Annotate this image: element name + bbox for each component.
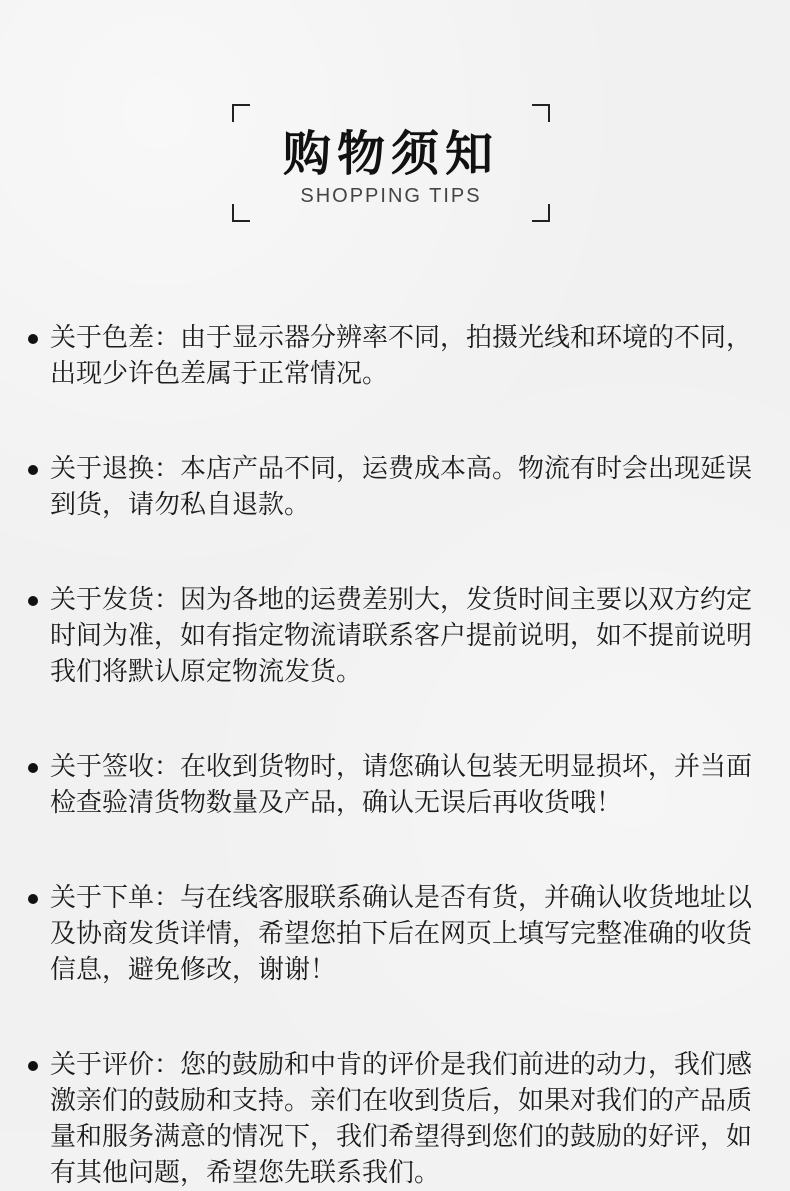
frame-corner-top-right (532, 104, 550, 122)
bullet-icon (28, 334, 38, 344)
bullet-icon (28, 763, 38, 773)
tip-text: 关于签收：在收到货物时，请您确认包装无明显损坏，并当面检查验清货物数量及产品，确认无误后再收货哦！ (50, 752, 753, 818)
bullet-icon (28, 894, 38, 904)
header-frame (232, 104, 550, 222)
tip-text: 关于下单：与在线客服联系确认是否有货，并确认收货地址以及协商发货详情，希望您拍下后在网页上填写完整准确的收货信息，避免修改，谢谢！ (50, 883, 753, 985)
tip-item (26, 880, 766, 988)
bullet-icon (28, 596, 38, 606)
frame-corner-bottom-left (232, 204, 250, 222)
tips-list (26, 320, 766, 1191)
frame-corner-bottom-right (532, 204, 550, 222)
tip-item (26, 451, 766, 523)
tip-text: 关于评价：您的鼓励和中肯的评价是我们前进的动力，我们感激亲们的鼓励和支持。亲们在收到货后，如果对我们的产品质量和服务满意的情况下，我们希望得到您们的鼓励的好评，如有其他问题，希望您先联系我们。 (50, 1050, 753, 1188)
tip-item (26, 749, 766, 821)
tip-text: 关于色差：由于显示器分辨率不同，拍摄光线和环境的不同，出现少许色差属于正常情况。 (50, 323, 753, 389)
bullet-icon (28, 1061, 38, 1071)
bullet-icon (28, 465, 38, 475)
page-title: 购物须知 (282, 126, 499, 182)
page-subtitle: SHOPPING TIPS (300, 185, 482, 207)
tip-text: 关于退换：本店产品不同，运费成本高。物流有时会出现延误到货，请勿私自退款。 (50, 454, 753, 520)
tip-item (26, 320, 766, 392)
tip-item (26, 582, 766, 690)
tip-text: 关于发货：因为各地的运费差别大，发货时间主要以双方约定时间为准，如有指定物流请联系客户提前说明，如不提前说明我们将默认原定物流发货。 (50, 585, 753, 687)
frame-corner-top-left (232, 104, 250, 122)
tip-item (26, 1047, 766, 1191)
